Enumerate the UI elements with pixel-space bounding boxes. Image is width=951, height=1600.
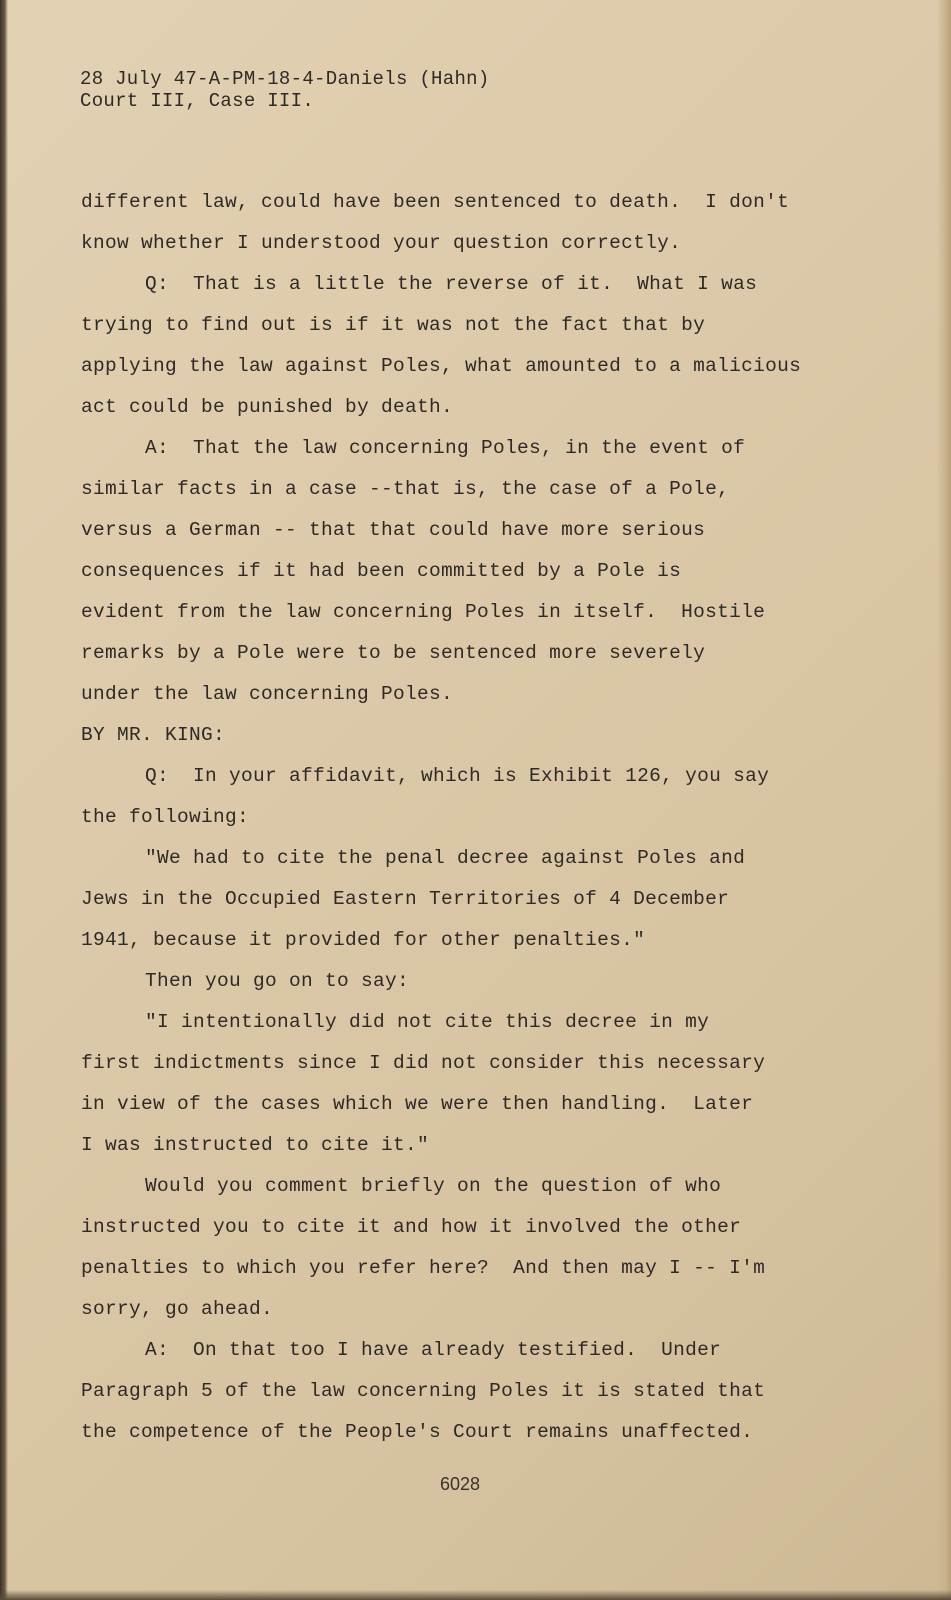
text-line: evident from the law concerning Poles in itself. Hostile	[81, 601, 766, 623]
text-line: Then you go on to say:	[145, 970, 410, 992]
text-line: similar facts in a case --that is, the case of a Pole,	[81, 478, 730, 500]
text-line: Paragraph 5 of the law concerning Poles it is stated that	[81, 1380, 766, 1402]
text-line: different law, could have been sentenced to death. I don't	[81, 191, 790, 213]
text-line: the following:	[81, 806, 250, 828]
text-line: know whether I understood your question correctly.	[81, 232, 682, 254]
question-line: Q: That is a little the reverse of it. What I was	[145, 273, 758, 295]
page-bottom-edge	[0, 1590, 951, 1600]
text-line: act could be punished by death.	[81, 396, 454, 418]
answer-line: A: On that too I have already testified. Under	[145, 1339, 722, 1361]
text-line: 1941, because it provided for other penalties."	[81, 929, 646, 951]
header-reference-line: 28 July 47-A-PM-18-4-Daniels (Hahn)	[80, 68, 490, 90]
quote-line: "We had to cite the penal decree against Poles and	[145, 847, 746, 869]
text-line: under the law concerning Poles.	[81, 683, 454, 705]
text-line: I was instructed to cite it."	[81, 1134, 430, 1156]
text-line: first indictments since I did not consider this necessary	[81, 1052, 766, 1074]
page-number: 6028	[440, 1474, 481, 1494]
speaker-heading: BY MR. KING:	[81, 724, 226, 746]
text-line: applying the law against Poles, what amounted to a malicious	[81, 355, 802, 377]
text-line: versus a German -- that that could have more serious	[81, 519, 706, 541]
text-line: instructed you to cite it and how it involved the other	[81, 1216, 742, 1238]
binding-shadow	[0, 0, 8, 1600]
text-line: the competence of the People's Court remains unaffected.	[81, 1421, 754, 1443]
text-line: penalties to which you refer here? And then may I -- I'm	[81, 1257, 766, 1279]
answer-line: A: That the law concerning Poles, in the event of	[145, 437, 746, 459]
page-edge	[937, 0, 951, 1600]
text-line: remarks by a Pole were to be sentenced more severely	[81, 642, 706, 664]
question-line: Q: In your affidavit, which is Exhibit 126, you say	[145, 765, 770, 787]
header-court-line: Court III, Case III.	[80, 90, 315, 112]
text-line: sorry, go ahead.	[81, 1298, 274, 1320]
quote-line: "I intentionally did not cite this decree in my	[145, 1011, 710, 1033]
text-line: trying to find out is if it was not the fact that by	[81, 314, 706, 336]
text-line: Would you comment briefly on the question of who	[145, 1175, 722, 1197]
text-line: in view of the cases which we were then handling. Later	[81, 1093, 754, 1115]
text-line: Jews in the Occupied Eastern Territories of 4 December	[81, 888, 730, 910]
text-line: consequences if it had been committed by a Pole is	[81, 560, 682, 582]
